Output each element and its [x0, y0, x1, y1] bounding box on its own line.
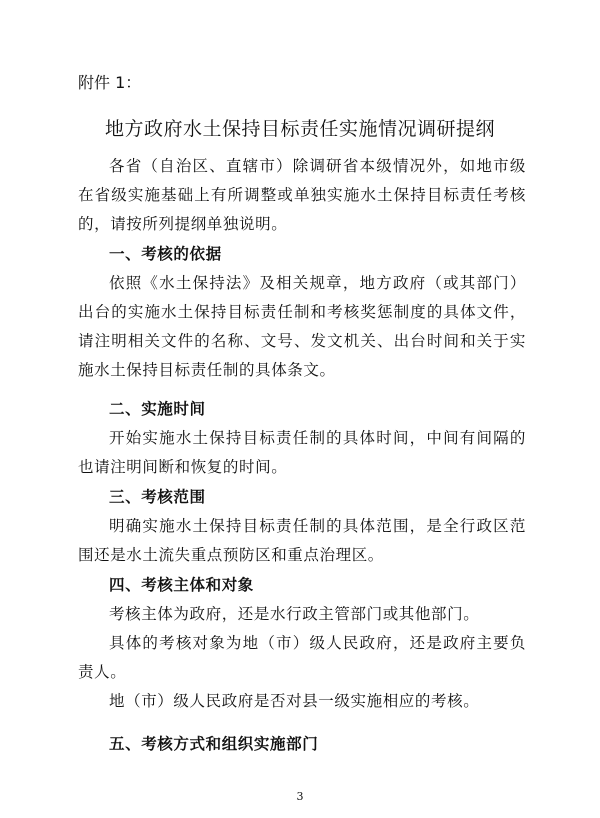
section-heading: 二、实施时间 — [109, 400, 206, 418]
section-heading: 五、考核方式和组织实施部门 — [109, 735, 319, 753]
section-paragraph: 考核主体为政府，还是水行政主管部门或其他部门。 — [109, 605, 480, 623]
intro-block — [78, 152, 526, 239]
attachment-label: 附件 1： — [78, 73, 142, 92]
section-paragraph: 地（市）级人民政府是否对县一级实施相应的考核。 — [109, 692, 480, 710]
section-paragraph: 具体的考核对象为地（市）级人民政府，还是政府主要负责人。 — [78, 634, 526, 681]
section-3 — [78, 483, 526, 570]
section-heading: 三、考核范围 — [109, 488, 206, 506]
section-paragraph: 明确实施水土保持目标责任制的具体范围，是全行政区范围还是水土流失重点预防区和重点治理区。 — [78, 517, 526, 564]
section-2 — [78, 395, 526, 482]
document-title: 地方政府水土保持目标责任实施情况调研提纲 — [104, 118, 495, 140]
page-number: 3 — [296, 790, 304, 803]
section-paragraph: 依照《水土保持法》及相关规章，地方政府（或其部门）出台的实施水土保持目标责任制和考核奖惩制度的具体文件，请注明相关文件的名称、文号、发文机关、出台时间和关于实施水土保持目标责任制的具体条文。 — [78, 274, 526, 379]
section-4 — [78, 571, 526, 716]
intro-paragraph: 各省（自治区、直辖市）除调研省本级情况外，如地市级在省级实施基础上有所调整或单独实施水土保持目标责任考核的，请按所列提纲单独说明。 — [78, 157, 526, 233]
section-paragraph: 开始实施水土保持目标责任制的具体时间，中间有间隔的也请注明间断和恢复的时间。 — [78, 429, 526, 476]
section-5 — [78, 730, 526, 759]
section-heading: 一、考核的依据 — [109, 245, 222, 263]
section-1 — [78, 240, 526, 385]
section-heading: 四、考核主体和对象 — [109, 576, 254, 594]
